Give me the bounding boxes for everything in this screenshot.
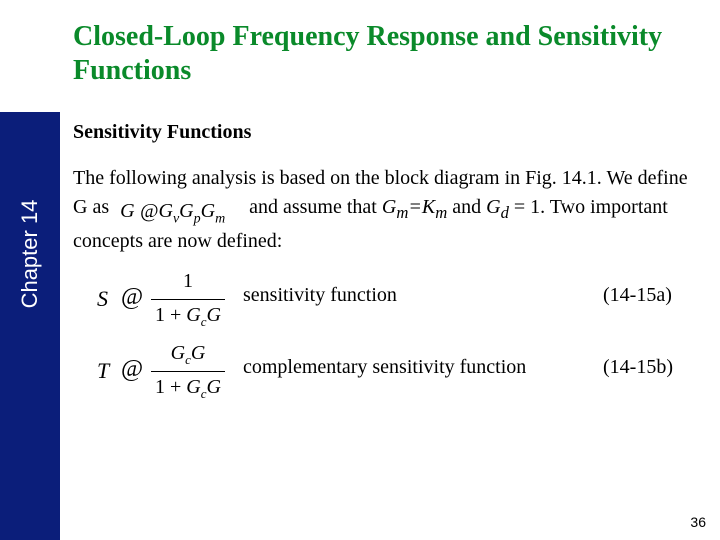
equation-complementary-sensitivity — [73, 340, 693, 406]
g-definition-equation — [114, 193, 244, 227]
eq1-den-g: G — [186, 304, 201, 326]
body-text-part-4: = 1. Two important concepts are now defined: — [73, 196, 668, 252]
eq2-num-g: G — [190, 342, 206, 364]
eq2-description: complementary sensitivity function — [243, 356, 527, 378]
eq2-fraction — [151, 340, 225, 406]
eq1-denominator: $1 + G_cG$ — [155, 304, 221, 329]
g-def-gp: G — [179, 200, 194, 222]
km-symbol: =K — [408, 196, 436, 218]
eq2-numerator: $G_cG$ — [170, 342, 206, 367]
chapter-sidebar — [0, 112, 60, 540]
eq2-fraction-bar — [151, 371, 225, 372]
eq1-number: (14-15a) — [603, 284, 672, 306]
g-def-rhs: G — [158, 200, 173, 222]
eq2-den-prefix: 1 + — [155, 376, 187, 398]
g-def-sub-m: m — [215, 211, 226, 227]
gm-subscript: m — [396, 203, 409, 222]
body-text-part-3: and — [452, 196, 482, 218]
body-paragraph — [73, 164, 693, 256]
page-number: 36 — [690, 514, 706, 530]
eq1-symbol: @ — [121, 284, 144, 310]
chapter-label: Chapter 14 — [17, 199, 42, 309]
eq1-description: sensitivity function — [243, 284, 397, 306]
eq2-lhs: T — [97, 358, 110, 383]
gm-symbol: G — [381, 196, 397, 218]
g-def-sub-p: p — [193, 211, 201, 227]
eq2-number: (14-15b) — [603, 356, 673, 378]
eq1-lhs: S — [97, 286, 108, 311]
body-text-part-1: The following analysis is based on the block diagram in Fig. 14.1. We define G as — [73, 167, 688, 218]
section-heading: Sensitivity Functions — [73, 121, 252, 143]
body-text-part-2: and assume that — [249, 196, 377, 218]
eq1-fraction — [151, 268, 225, 334]
equation-sensitivity — [73, 268, 693, 334]
gd-symbol: G — [486, 196, 501, 218]
eq2-symbol: @ — [121, 356, 144, 382]
slide-title: Closed-Loop Frequency Response and Sensitivity Functions — [73, 21, 663, 86]
km-subscript: m — [435, 203, 448, 222]
eq1-numerator: 1 — [183, 270, 193, 292]
g-def-gm: G — [200, 200, 216, 222]
eq1-den-prefix: 1 + — [155, 304, 187, 326]
eq1-fraction-bar — [151, 299, 225, 300]
eq2-denominator: $1 + G_cG$ — [155, 376, 221, 401]
g-def-symbol: @ — [140, 200, 159, 222]
gd-subscript: d — [500, 203, 509, 222]
eq2-den-g: G — [186, 376, 201, 398]
eq2-num-gc: G — [170, 342, 186, 364]
g-def-sub-v: v — [172, 211, 180, 227]
g-def-lhs: G — [120, 200, 135, 222]
